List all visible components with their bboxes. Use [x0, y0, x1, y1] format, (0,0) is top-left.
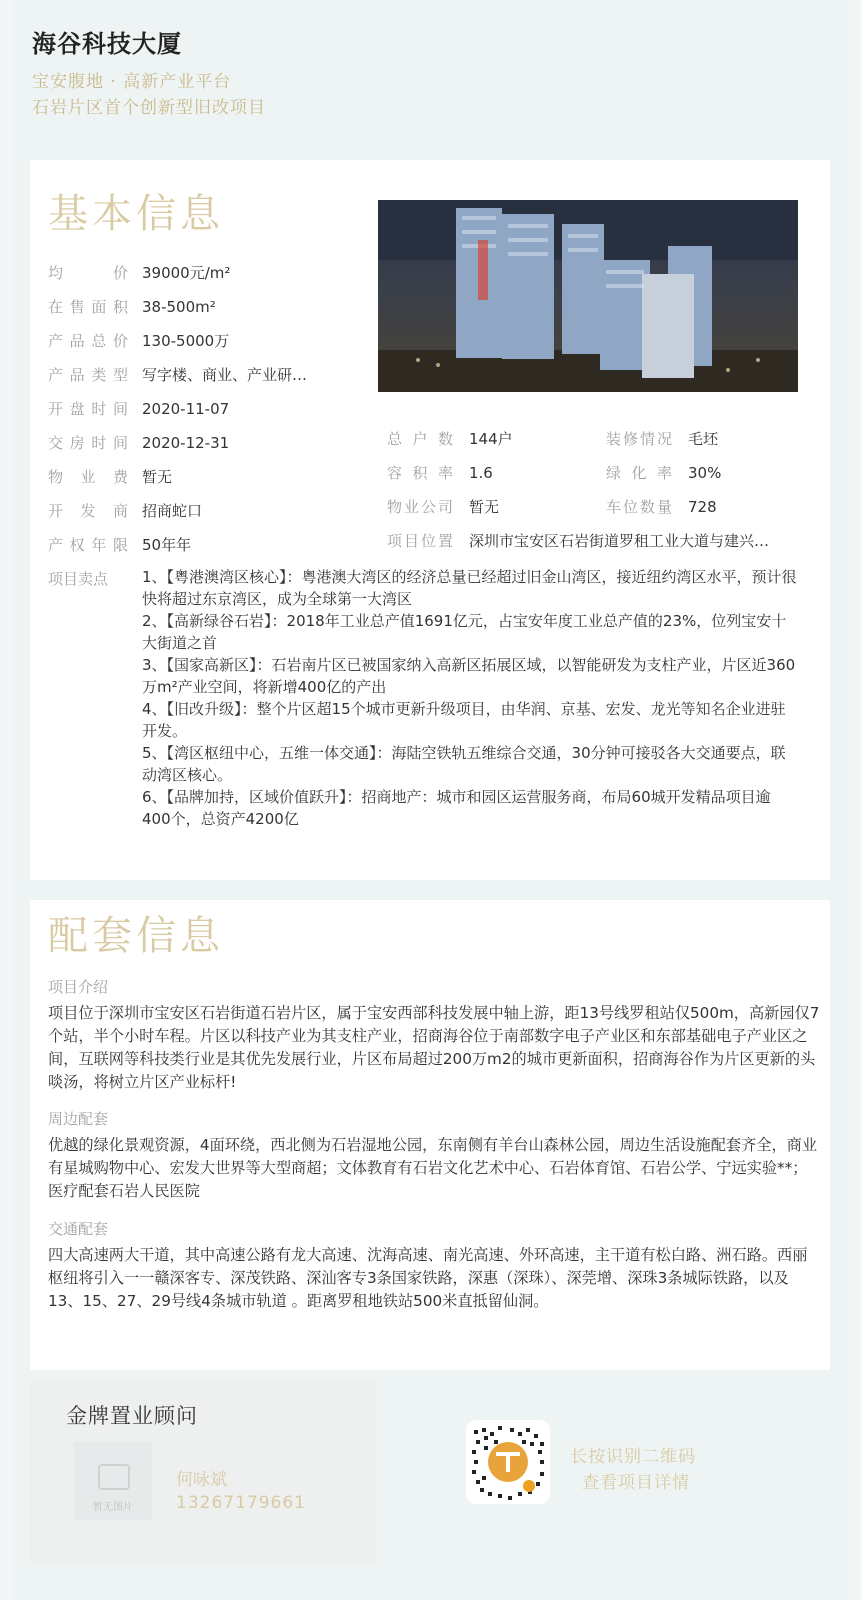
field-label: 开盘时间: [48, 400, 128, 418]
grid-plot-ratio: [387, 463, 493, 483]
grid-property-company: [387, 497, 499, 517]
subtitle-project: 石岩片区首个创新型旧改项目: [32, 98, 266, 118]
field-label: 交房时间: [48, 434, 128, 452]
field-value: 50年年: [142, 536, 192, 554]
field-label: 产权年限: [48, 536, 128, 554]
advisor-phone[interactable]: 13267179661: [176, 1493, 306, 1513]
advisor-name: 何咏斌: [176, 1470, 227, 1490]
qr-hint-line2: 查看项目详情: [582, 1473, 690, 1493]
field-product-type: [48, 365, 307, 385]
page: [12, 0, 849, 1600]
field-label: 产品类型: [48, 366, 128, 384]
basic-info-title: 基本信息: [48, 191, 224, 237]
grid-parking: [606, 497, 717, 517]
selling-point: 2、【高新绿谷石岩】：2018年工业总产值1691亿元，占宝安年度工业总产值的23%，位列宝安十大街道之首: [142, 612, 787, 652]
field-label: 均价: [48, 264, 128, 282]
intro-text: 项目位于深圳市宝安区石岩街道石岩片区，属于宝安西部科技发展中轴上游，距13号线罗租站仅500m，高新园仅7个站，半个小时车程。片区以科技产业为其支柱产业，招商海谷位于南部数字电子产业区和东部基础电子产业区之间，互联网等科技类行业是其优先发展行业，片区布局超过200万m2的城市更新面积，招商海谷作为片区更新的头啖汤，将树立片区产业标杆!: [48, 1004, 820, 1091]
field-value: 130-5000万: [142, 332, 230, 350]
field-value: 2020-11-07: [142, 400, 230, 418]
selling-point: 1、【粤港澳湾区核心】：粤港澳大湾区的经济总量已经超过旧金山湾区，接近纽约湾区水平，预计很快将超过东京湾区，成为全球第一大湾区: [142, 568, 797, 608]
grid-value: 深圳市宝安区石岩街道罗租工业大道与建兴…: [469, 532, 770, 550]
grid-location: [387, 531, 769, 551]
field-label: 产品总价: [48, 332, 128, 350]
grid-label: 物业公司: [387, 498, 453, 516]
field-avg-price: [48, 263, 230, 283]
grid-value: 30%: [688, 464, 722, 482]
field-value: 写字楼、商业、产业研…: [142, 366, 308, 384]
grid-label: 绿化率: [606, 464, 672, 482]
field-property-fee: [48, 467, 172, 487]
selling-point: 3、【国家高新区】：石岩南片区已被国家纳入高新区拓展区域，以智能研发为支柱产业，片区近360万m²产业空间，将新增400亿的产出: [142, 656, 796, 696]
grid-value: 暂无: [469, 498, 500, 516]
traffic-text: 四大高速两大干道，其中高速公路有龙大高速、沈海高速、南光高速、外环高速，主干道有松白路、洲石路。西丽枢纽将引入一一赣深客专、深茂铁路、深汕客专3条国家铁路，深惠（深珠）、深莞增、深珠3条城际铁路，以及13、15、27、29号线4条城市轨道 。距离罗租地铁站500米直抵留仙洞。: [48, 1246, 808, 1310]
grid-label: 车位数量: [606, 498, 672, 516]
field-delivery-date: [48, 433, 229, 453]
page-title: 海谷科技大厦: [32, 30, 182, 58]
support-info-card: [30, 900, 830, 1370]
grid-value: 1.6: [469, 464, 493, 482]
avatar-caption: 暂无图片: [93, 1502, 133, 1513]
field-value: 暂无: [142, 468, 173, 486]
surround-label: 周边配套: [48, 1110, 109, 1128]
selling-points-label: 项目卖点: [48, 570, 109, 588]
intro-label: 项目介绍: [48, 978, 109, 996]
grid-label: 容积率: [387, 464, 453, 482]
field-label: 在售面积: [48, 298, 128, 316]
field-value: 38-500m²: [142, 298, 216, 316]
grid-label: 总户数: [387, 430, 453, 448]
field-value: 招商蛇口: [142, 502, 203, 520]
avatar: [74, 1442, 152, 1520]
image-placeholder-icon: [98, 1464, 130, 1490]
field-total-price: [48, 331, 229, 351]
advisor-title: 金牌置业顾问: [66, 1404, 198, 1428]
field-property-term: [48, 535, 191, 555]
selling-point: 4、【旧改升级】：整个片区超15个城市更新升级项目，由华润、京基、宏发、龙光等知名企业进驻开发。: [142, 700, 786, 740]
surround-text: 优越的绿化景观资源，4面环绕，西北侧为石岩湿地公园，东南侧有羊台山森林公园，周边生活设施配套齐全，商业有星城购物中心、宏发大世界等大型商超；文体教育有石岩文化艺术中心、石岩体育馆、石岩公学、宁远实验**；医疗配套石岩人民医院: [48, 1136, 818, 1200]
selling-points-list: [142, 566, 797, 830]
advisor-card[interactable]: [30, 1380, 375, 1565]
building-illustration: [378, 200, 798, 392]
support-info-title: 配套信息: [48, 913, 224, 959]
grid-label: 项目位置: [387, 532, 453, 550]
field-value: 2020-12-31: [142, 434, 230, 452]
selling-point: 5、【湾区枢纽中心，五维一体交通】：海陆空铁轨五维综合交通，30分钟可接驳各大交通要点，联动湾区核心。: [142, 744, 786, 784]
grid-green-rate: [606, 463, 721, 483]
selling-point: 6、【品牌加持，区域价值跃升】：招商地产：城市和园区运营服务商，布局60城开发精品项目逾400个，总资产4200亿: [142, 788, 771, 828]
field-open-date: [48, 399, 229, 419]
basic-info-card: [30, 160, 830, 880]
subtitle-location: 宝安腹地 · 高新产业平台: [32, 72, 232, 92]
qr-code-graphic: [466, 1420, 550, 1504]
field-area: [48, 297, 216, 317]
grid-value: 毛坯: [688, 430, 719, 448]
qr-hint-line1: 长按识别二维码: [570, 1447, 696, 1467]
field-value: 39000元/m²: [142, 264, 231, 282]
qr-code[interactable]: [466, 1420, 550, 1504]
grid-decoration: [606, 429, 718, 449]
grid-label: 装修情况: [606, 430, 672, 448]
field-label: 开发商: [48, 502, 128, 520]
building-image[interactable]: [378, 200, 798, 392]
grid-value: 144户: [469, 430, 513, 448]
field-developer: [48, 501, 202, 521]
field-label: 物业费: [48, 468, 128, 486]
grid-households: [387, 429, 513, 449]
grid-value: 728: [688, 498, 717, 516]
traffic-label: 交通配套: [48, 1220, 109, 1238]
